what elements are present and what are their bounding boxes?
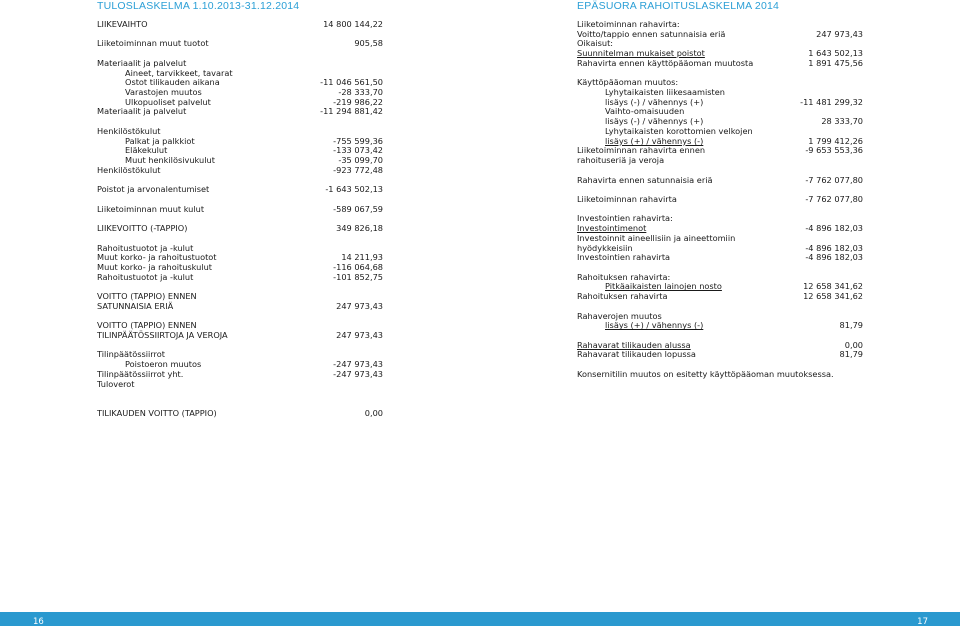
row-label: Muut korko- ja rahoitustuotot [97, 252, 217, 263]
row-label: Varastojen muutos [125, 87, 202, 98]
row-label: Ulkopuoliset palvelut [125, 96, 211, 107]
statement-row [577, 195, 863, 205]
row-value: -7 762 077,80 [805, 193, 863, 204]
statement-row [97, 389, 383, 399]
row-value: 0,00 [364, 407, 383, 418]
statement-row [577, 156, 863, 166]
statement-row [97, 39, 383, 49]
statement-row [577, 176, 863, 186]
row-label: Materiaalit ja palvelut [97, 57, 187, 68]
row-label: Rahoituksen rahavirta: [577, 271, 671, 282]
page-number-left: 16 [33, 617, 44, 627]
row-value: -101 852,75 [333, 271, 383, 282]
row-label: Henkilöstökulut [97, 164, 161, 175]
cash-flow-table [577, 20, 863, 380]
statement-row [97, 331, 383, 341]
row-label: Rahoituksen rahavirta [577, 291, 668, 302]
statement-row [97, 380, 383, 390]
row-label: TILIKAUDEN VOITTO (TAPPIO) [97, 407, 217, 418]
row-label: hyödykkeisiin [577, 242, 633, 253]
statement-row [97, 20, 383, 30]
row-label: Tuloverot [97, 378, 135, 389]
statement-row [577, 30, 863, 40]
row-label: Eläkekulut [125, 145, 168, 156]
row-label: Poistoeron muutos [125, 359, 202, 370]
row-value: -7 762 077,80 [805, 174, 863, 185]
row-label: Rahoitustuotot ja -kulut [97, 242, 194, 253]
row-value: -4 896 182,03 [805, 223, 863, 234]
row-value: -11 294 881,42 [320, 106, 383, 117]
row-label: Aineet, tarvikkeet, tavarat [125, 67, 233, 78]
row-value: 1 643 502,13 [808, 48, 863, 59]
row-value: -247 973,43 [333, 359, 383, 370]
row-value: 12 658 341,62 [803, 291, 863, 302]
row-value: -4 896 182,03 [805, 242, 863, 253]
row-label: rahoituseriä ja veroja [577, 155, 665, 166]
row-label: Investointien rahavirta [577, 252, 671, 263]
statement-row [577, 370, 863, 380]
statement-row [97, 185, 383, 195]
row-value: -247 973,43 [333, 368, 383, 379]
row-label: Lyhytaikaisten liikesaamisten [605, 87, 725, 98]
statement-row [97, 409, 383, 419]
row-label: lisäys (-) / vähennys (+) [605, 96, 704, 107]
statement-row [577, 59, 863, 69]
row-value: -219 986,22 [333, 96, 383, 107]
row-label: LIIKEVOITTO (-TAPPIO) [97, 223, 188, 234]
statement-row [577, 321, 863, 331]
row-label: Rahoitustuotot ja -kulut [97, 271, 194, 282]
income-statement-table [97, 20, 383, 418]
row-value: -923 772,48 [333, 164, 383, 175]
statement-row [97, 273, 383, 283]
row-label: Rahavirta ennen satunnaisia eriä [577, 174, 713, 185]
cash-flow-heading: EPÄSUORA RAHOITUSLASKELMA 2014 [577, 0, 780, 12]
row-value: -11 046 561,50 [320, 77, 383, 88]
row-value: 349 826,18 [336, 223, 383, 234]
row-value: -589 067,59 [333, 203, 383, 214]
row-label: VOITTO (TAPPIO) ENNEN [97, 291, 197, 302]
row-label: Muut korko- ja rahoituskulut [97, 261, 213, 272]
row-value: -11 481 299,32 [800, 96, 863, 107]
row-value: -9 653 553,36 [805, 145, 863, 156]
page-footer-bar [0, 612, 960, 626]
statement-row [97, 302, 383, 312]
row-label: Investoinnit aineellisiin ja aineettomiin [577, 232, 736, 243]
row-value: -1 643 502,13 [325, 184, 383, 195]
row-value: 14 800 144,22 [323, 19, 383, 29]
row-label: Tilinpäätössiirrot [97, 349, 165, 360]
statement-row [97, 224, 383, 234]
row-value: 28 333,70 [821, 116, 863, 127]
row-label: lisäys (-) / vähennys (+) [605, 116, 704, 127]
row-label: Rahavirta ennen käyttöpääoman muutosta [577, 57, 754, 68]
row-label: Vaihto-omaisuuden [605, 106, 685, 117]
row-value: -35 099,70 [338, 155, 383, 166]
row-label: lisäys (+) / vähennys (-) [605, 320, 704, 331]
row-label: Pitkäaikaisten lainojen nosto [605, 281, 722, 292]
row-value: 81,79 [839, 349, 863, 360]
row-value: 1 891 475,56 [808, 57, 863, 68]
statement-row [97, 205, 383, 215]
row-label: Liiketoiminnan rahavirta [577, 193, 677, 204]
row-label: LIIKEVAIHTO [97, 19, 148, 29]
statement-row [577, 253, 863, 263]
row-label: Suunnitelman mukaiset poistot [577, 48, 705, 59]
row-value: -4 896 182,03 [805, 252, 863, 263]
row-label: Ostot tilikauden aikana [125, 77, 220, 88]
row-value: -116 064,68 [333, 261, 383, 272]
row-label: Lyhytaikaisten korottomien velkojen [605, 125, 753, 136]
row-label: VOITTO (TAPPIO) ENNEN [97, 320, 197, 331]
row-label: TILINPÄÄTÖSSIIRTOJA JA VEROJA [97, 330, 228, 340]
row-label: Materiaalit ja palvelut [97, 106, 187, 117]
row-label: Konsernitilin muutos on esitetty käyttöpääoman muutoksessa. [577, 368, 834, 379]
row-label: Rahavarat tilikauden alussa [577, 339, 691, 350]
row-label: Palkat ja palkkiot [125, 135, 195, 146]
row-label: Tilinpäätössiirrot yht. [97, 368, 184, 379]
row-label: lisäys (+) / vähennys (-) [605, 135, 704, 146]
row-label: Rahaverojen muutos [577, 310, 662, 321]
row-value: 1 799 412,26 [808, 135, 863, 146]
row-label: Käyttöpääoman muutos: [577, 77, 679, 88]
row-label: Liiketoiminnan rahavirta: [577, 19, 680, 29]
row-label: Voitto/tappio ennen satunnaisia eriä [577, 28, 726, 39]
statement-row [97, 107, 383, 117]
row-value: 81,79 [839, 320, 863, 331]
row-value: 247 973,43 [336, 300, 383, 311]
row-value: -133 073,42 [333, 145, 383, 156]
row-label: Liiketoiminnan muut kulut [97, 203, 205, 214]
statement-row [577, 350, 863, 360]
row-label: Liiketoiminnan rahavirta ennen [577, 145, 706, 156]
page-number-right: 17 [917, 617, 928, 627]
statement-row [577, 292, 863, 302]
row-label: Poistot ja arvonalentumiset [97, 184, 210, 195]
row-label: Muut henkilösivukulut [125, 155, 215, 166]
row-label: Investointien rahavirta: [577, 213, 673, 224]
row-label: Investointimenot [577, 223, 647, 234]
row-label: Oikaisut: [577, 38, 614, 49]
row-label: SATUNNAISIA ERIÄ [97, 300, 174, 311]
row-value: 247 973,43 [336, 330, 383, 340]
row-value: 14 211,93 [341, 252, 383, 263]
row-label: Henkilöstökulut [97, 125, 161, 136]
row-value: 247 973,43 [816, 28, 863, 39]
row-value: -28 333,70 [338, 87, 383, 98]
row-label: Rahavarat tilikauden lopussa [577, 349, 696, 360]
row-value: -755 599,36 [333, 135, 383, 146]
statement-row [97, 166, 383, 176]
row-label: Liiketoiminnan muut tuotot [97, 38, 209, 49]
row-value: 0,00 [844, 339, 863, 350]
row-value: 12 658 341,62 [803, 281, 863, 292]
row-value: 905,58 [354, 38, 383, 49]
statement-row [97, 370, 383, 380]
income-statement-heading: TULOSLASKELMA 1.10.2013-31.12.2014 [97, 0, 300, 12]
